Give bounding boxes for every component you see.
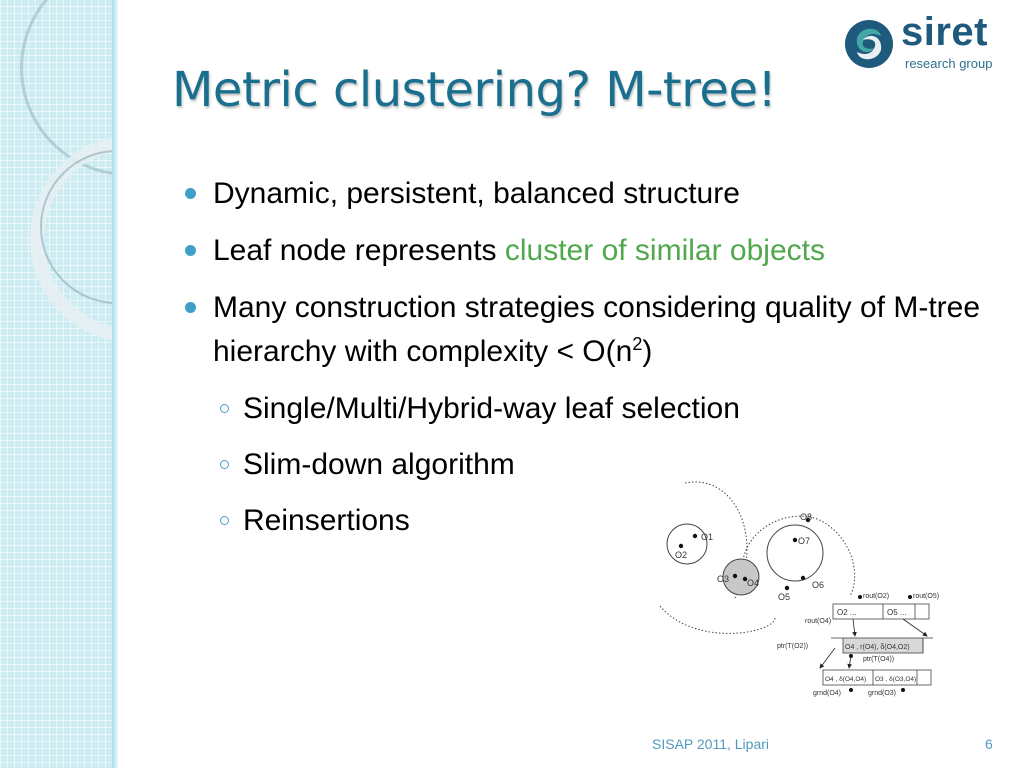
point-label: O1 bbox=[701, 532, 714, 542]
bullet-highlight: cluster of similar objects bbox=[504, 234, 825, 267]
node-cell: O2 ... bbox=[837, 608, 857, 617]
sub-bullet-circle-icon bbox=[220, 460, 229, 469]
node-cell: O5 ... bbox=[887, 608, 907, 617]
point-label: O7 bbox=[798, 536, 811, 546]
bullet-superscript: 2 bbox=[632, 334, 643, 354]
point-label: O8 bbox=[800, 512, 813, 522]
bullet-dot-icon bbox=[185, 188, 196, 199]
bullet-text: Dynamic, persistent, balanced structure bbox=[213, 177, 740, 210]
tree-point bbox=[901, 688, 905, 692]
tree-label: grnd(O3) bbox=[868, 690, 897, 697]
point-label: O4 bbox=[747, 578, 760, 588]
cluster-boundary bbox=[742, 516, 854, 596]
decorative-side-band bbox=[0, 0, 112, 768]
bullet-dot-icon bbox=[185, 245, 196, 256]
data-point bbox=[793, 538, 797, 542]
bullet-item bbox=[185, 229, 1005, 273]
page-number: 6 bbox=[985, 736, 993, 752]
point-label: O3 bbox=[717, 574, 730, 584]
tree-label: grnd(O4) bbox=[813, 690, 842, 697]
data-point bbox=[785, 586, 789, 590]
data-point bbox=[801, 576, 805, 580]
point-label: O6 bbox=[812, 580, 825, 590]
point-label: O5 bbox=[778, 592, 791, 602]
bullet-tail: ) bbox=[642, 335, 653, 368]
logo-name: siret bbox=[901, 10, 988, 54]
bullet-text: Many construction strategies considering quality of M-tree hierarchy with complexity < O(n bbox=[213, 291, 981, 368]
logo-subtitle: research group bbox=[905, 56, 993, 71]
bullet-text: Leaf node represents bbox=[213, 234, 505, 267]
bullet-dot-icon bbox=[185, 302, 196, 313]
sub-bullet-circle-icon bbox=[220, 404, 229, 413]
sub-bullet-text: Reinsertions bbox=[243, 504, 410, 537]
tree-label: ptr(T(O4)) bbox=[863, 656, 895, 663]
tree-point bbox=[849, 688, 853, 692]
node-cell: O4 , r(O4), δ(O4,O2) bbox=[845, 644, 910, 651]
tree-label: rout(O4) bbox=[805, 618, 832, 625]
slide-title: Metric clustering? M-tree! bbox=[172, 62, 777, 118]
sub-bullet-text: Slim-down algorithm bbox=[243, 448, 515, 481]
cluster-boundary bbox=[660, 606, 775, 633]
node-cell: O4 , δ(O4,O4) bbox=[825, 676, 867, 683]
siret-logo bbox=[843, 10, 1013, 74]
point-label: O2 bbox=[675, 550, 688, 560]
sub-bullet-item bbox=[185, 387, 1005, 431]
tree-point bbox=[908, 595, 912, 599]
tree-point bbox=[858, 595, 862, 599]
side-band-edge bbox=[112, 0, 118, 768]
tree-label: rout(O5) bbox=[913, 593, 940, 600]
sub-bullet-circle-icon bbox=[220, 516, 229, 525]
cluster-circle bbox=[767, 525, 823, 581]
tree-label: rout(O2) bbox=[863, 593, 890, 600]
m-tree-diagram bbox=[655, 478, 955, 703]
tree-label: ptr(T(O2)) bbox=[777, 643, 809, 650]
siret-logo-icon bbox=[843, 18, 895, 70]
sub-bullet-text: Single/Multi/Hybrid-way leaf selection bbox=[243, 392, 740, 425]
data-point bbox=[733, 574, 737, 578]
bullet-item bbox=[185, 172, 1005, 216]
data-point bbox=[679, 544, 683, 548]
node-cell: O3 , δ(O3,O4) bbox=[875, 676, 917, 683]
bullet-item bbox=[185, 286, 1005, 374]
footer-text: SISAP 2011, Lipari bbox=[652, 736, 770, 752]
data-point bbox=[693, 534, 697, 538]
